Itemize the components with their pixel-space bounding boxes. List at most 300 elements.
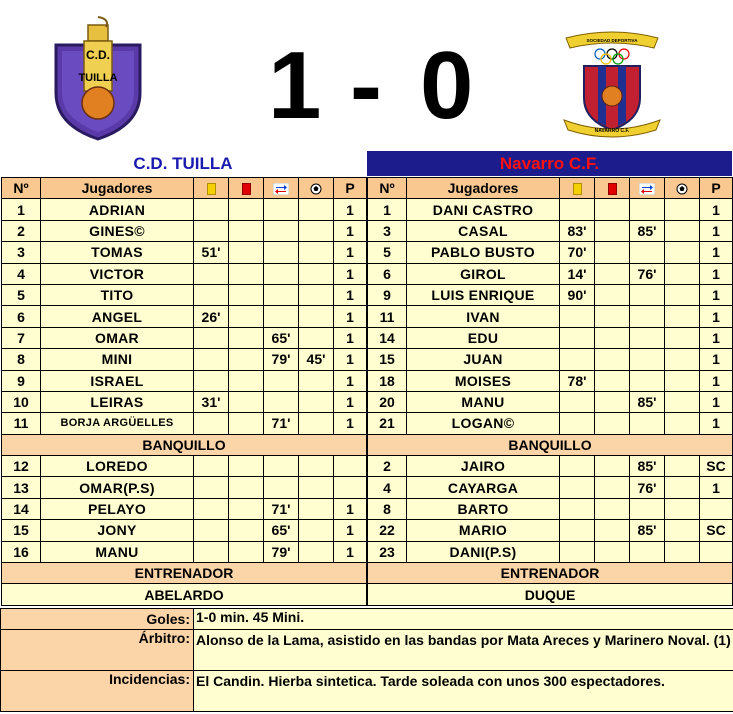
goal-minute [299, 520, 334, 541]
player-name: ANGEL [41, 306, 194, 327]
player-number: 11 [2, 413, 41, 434]
home-team-logo [48, 15, 148, 141]
away-team-name: Navarro C.F. [367, 151, 732, 176]
yellow-card-minute [194, 199, 229, 220]
substitution-minute: 85' [630, 391, 665, 412]
played-value [700, 541, 733, 562]
substitution-minute [264, 284, 299, 305]
yellow-card-minute: 70' [560, 242, 595, 263]
player-name: CASAL [407, 220, 560, 241]
player-number: 14 [2, 498, 41, 519]
goal-minute [665, 349, 700, 370]
header-goal [299, 178, 334, 199]
header-red [229, 178, 264, 199]
player-number: 10 [2, 391, 41, 412]
goal-minute [665, 391, 700, 412]
header-goal [665, 178, 700, 199]
played-value: 1 [700, 349, 733, 370]
played-value: 1 [334, 263, 367, 284]
player-number: 1 [2, 199, 41, 220]
played-value: 1 [334, 498, 367, 519]
goal-minute [299, 370, 334, 391]
header-yellow [194, 178, 229, 199]
red-card-minute [595, 413, 630, 434]
player-row [368, 391, 733, 412]
red-card-minute [229, 220, 264, 241]
substitution-icon [273, 183, 289, 195]
player-row [368, 498, 733, 519]
player-name: GINES© [41, 220, 194, 241]
yellow-card-minute: 14' [560, 263, 595, 284]
player-name: CAYARGA [407, 477, 560, 498]
yellow-card-minute [194, 520, 229, 541]
header-players: Jugadores [41, 178, 194, 199]
substitution-minute [630, 284, 665, 305]
substitution-minute [630, 242, 665, 263]
red-card-minute [229, 199, 264, 220]
player-row [368, 541, 733, 562]
substitution-icon [639, 183, 655, 195]
player-row [2, 477, 367, 498]
goal-minute [299, 242, 334, 263]
referee-value: Alonso de la Lama, asistido en las bandas por Mata Areces y Marinero Noval. (1) [194, 630, 733, 671]
player-row [2, 263, 367, 284]
red-card-minute [229, 498, 264, 519]
substitution-minute: 79' [264, 349, 299, 370]
player-number: 11 [368, 306, 407, 327]
yellow-card-minute [194, 541, 229, 562]
player-row [2, 370, 367, 391]
substitution-minute [630, 498, 665, 519]
played-value: 1 [334, 370, 367, 391]
player-number: 4 [2, 263, 41, 284]
yellow-card-minute: 51' [194, 242, 229, 263]
yellow-card-minute [560, 306, 595, 327]
goal-minute [665, 220, 700, 241]
away-score: 0 [420, 32, 474, 139]
player-number: 6 [368, 263, 407, 284]
player-number: 1 [368, 199, 407, 220]
player-name: LOGAN© [407, 413, 560, 434]
yellow-card-minute: 26' [194, 306, 229, 327]
player-row [368, 477, 733, 498]
svg-text:NAVARRO C.F.: NAVARRO C.F. [594, 128, 630, 134]
player-number: 15 [368, 349, 407, 370]
yellow-card-icon [207, 183, 216, 195]
player-row [2, 242, 367, 263]
player-name: DANI CASTRO [407, 199, 560, 220]
player-number: 13 [2, 477, 41, 498]
player-number: 23 [368, 541, 407, 562]
substitution-minute [630, 349, 665, 370]
red-card-minute [595, 349, 630, 370]
home-score: 1 [268, 32, 322, 139]
header-sub [630, 178, 665, 199]
red-card-minute [229, 413, 264, 434]
red-card-minute [229, 541, 264, 562]
player-row [368, 306, 733, 327]
red-card-minute [595, 456, 630, 477]
played-value: 1 [334, 413, 367, 434]
yellow-card-minute [194, 220, 229, 241]
player-row [368, 520, 733, 541]
player-number: 4 [368, 477, 407, 498]
played-value [334, 456, 367, 477]
substitution-minute [630, 199, 665, 220]
player-row [2, 413, 367, 434]
red-card-minute [595, 284, 630, 305]
red-card-minute [595, 220, 630, 241]
red-card-minute [595, 391, 630, 412]
header-number: Nº [368, 178, 407, 199]
home-lineup-table [1, 177, 367, 606]
coach-name: ABELARDO [2, 584, 367, 605]
yellow-card-minute [194, 327, 229, 348]
red-card-minute [229, 477, 264, 498]
player-number: 18 [368, 370, 407, 391]
incidents-value: El Candin. Hierba sintetica. Tarde soleada con unos 300 espectadores. [194, 671, 733, 712]
header-played: P [700, 178, 733, 199]
player-row [2, 327, 367, 348]
player-number: 14 [368, 327, 407, 348]
player-row [368, 327, 733, 348]
player-name: MANU [41, 541, 194, 562]
played-value: SC [700, 520, 733, 541]
svg-text:SOCIEDAD DEPORTIVA: SOCIEDAD DEPORTIVA [586, 38, 638, 43]
match-header [0, 0, 733, 150]
header-red [595, 178, 630, 199]
match-info [0, 608, 733, 712]
player-number: 7 [2, 327, 41, 348]
player-name: PELAYO [41, 498, 194, 519]
played-value: 1 [700, 242, 733, 263]
substitution-minute: 71' [264, 413, 299, 434]
goal-minute [665, 370, 700, 391]
player-name: ISRAEL [41, 370, 194, 391]
player-row [2, 498, 367, 519]
away-lineup-table [367, 177, 733, 606]
played-value: 1 [334, 306, 367, 327]
played-value: 1 [334, 199, 367, 220]
played-value: 1 [334, 391, 367, 412]
yellow-card-minute [560, 413, 595, 434]
substitution-minute [264, 391, 299, 412]
substitution-minute: 76' [630, 477, 665, 498]
substitution-minute [264, 456, 299, 477]
player-name: BORJA ARGÜELLES [41, 413, 194, 434]
played-value: 1 [334, 349, 367, 370]
yellow-card-minute [194, 284, 229, 305]
player-row [2, 199, 367, 220]
goal-minute: 45' [299, 349, 334, 370]
yellow-card-minute [560, 327, 595, 348]
score-separator: - [350, 32, 382, 139]
player-name: LOREDO [41, 456, 194, 477]
substitution-minute: 76' [630, 263, 665, 284]
substitution-minute [630, 541, 665, 562]
goal-minute [665, 327, 700, 348]
player-name: OMAR(P.S) [41, 477, 194, 498]
header-played: P [334, 178, 367, 199]
player-number: 8 [2, 349, 41, 370]
player-row [2, 391, 367, 412]
yellow-card-minute [194, 498, 229, 519]
yellow-card-minute [560, 477, 595, 498]
substitution-minute [630, 327, 665, 348]
header-sub [264, 178, 299, 199]
svg-text:TUILLA: TUILLA [78, 72, 118, 84]
header-players: Jugadores [407, 178, 560, 199]
player-name: MINI [41, 349, 194, 370]
player-number: 6 [2, 306, 41, 327]
played-value: 1 [700, 477, 733, 498]
goal-minute [665, 306, 700, 327]
red-card-minute [229, 242, 264, 263]
goal-minute [299, 456, 334, 477]
substitution-minute [630, 306, 665, 327]
red-card-minute [595, 199, 630, 220]
goal-minute [299, 284, 334, 305]
yellow-card-minute [194, 263, 229, 284]
player-number: 15 [2, 520, 41, 541]
yellow-card-minute [560, 199, 595, 220]
player-number: 5 [2, 284, 41, 305]
yellow-card-minute [194, 349, 229, 370]
player-name: JUAN [407, 349, 560, 370]
yellow-card-minute [194, 477, 229, 498]
played-value [334, 477, 367, 498]
played-value: 1 [700, 327, 733, 348]
player-row [368, 284, 733, 305]
played-value: 1 [700, 391, 733, 412]
red-card-minute [595, 306, 630, 327]
player-name: MARIO [407, 520, 560, 541]
red-card-minute [595, 520, 630, 541]
played-value: 1 [700, 199, 733, 220]
yellow-card-minute [560, 520, 595, 541]
played-value: 1 [700, 284, 733, 305]
goal-minute [299, 498, 334, 519]
coach-name: DUQUE [368, 584, 733, 605]
played-value: SC [700, 456, 733, 477]
bench-header-row [368, 434, 733, 455]
ball-icon [310, 183, 322, 195]
coach-row [368, 584, 733, 605]
yellow-card-minute [560, 541, 595, 562]
ball-icon [676, 183, 688, 195]
played-value: 1 [334, 220, 367, 241]
goal-minute [299, 541, 334, 562]
red-card-minute [595, 477, 630, 498]
player-name: LUIS ENRIQUE [407, 284, 560, 305]
table-header-row [368, 178, 733, 199]
player-name: VICTOR [41, 263, 194, 284]
coach-row [2, 584, 367, 605]
played-value: 1 [334, 284, 367, 305]
goal-minute [299, 199, 334, 220]
goal-minute [665, 263, 700, 284]
substitution-minute: 85' [630, 456, 665, 477]
coach-header-row [2, 563, 367, 584]
substitution-minute [264, 306, 299, 327]
player-row [368, 413, 733, 434]
yellow-card-icon [573, 183, 582, 195]
player-number: 16 [2, 541, 41, 562]
goal-minute [665, 541, 700, 562]
player-row [368, 199, 733, 220]
player-name: MANU [407, 391, 560, 412]
goal-minute [299, 263, 334, 284]
substitution-minute: 85' [630, 520, 665, 541]
player-name: JONY [41, 520, 194, 541]
yellow-card-minute: 78' [560, 370, 595, 391]
yellow-card-minute [560, 456, 595, 477]
player-row [2, 284, 367, 305]
player-number: 3 [2, 242, 41, 263]
goal-minute [299, 306, 334, 327]
player-number: 8 [368, 498, 407, 519]
substitution-minute [264, 220, 299, 241]
substitution-minute: 71' [264, 498, 299, 519]
yellow-card-minute: 31' [194, 391, 229, 412]
substitution-minute [264, 263, 299, 284]
player-row [368, 349, 733, 370]
player-name: LEIRAS [41, 391, 194, 412]
red-card-minute [595, 370, 630, 391]
played-value [700, 498, 733, 519]
yellow-card-minute [194, 456, 229, 477]
player-number: 2 [368, 456, 407, 477]
header-yellow [560, 178, 595, 199]
red-card-minute [595, 498, 630, 519]
red-card-minute [229, 520, 264, 541]
substitution-minute [264, 199, 299, 220]
player-row [368, 242, 733, 263]
player-number: 9 [2, 370, 41, 391]
substitution-minute: 79' [264, 541, 299, 562]
coach-label: ENTRENADOR [2, 563, 367, 584]
yellow-card-minute [560, 349, 595, 370]
player-row [2, 349, 367, 370]
bench-label: BANQUILLO [2, 434, 367, 455]
player-row [368, 263, 733, 284]
substitution-minute [264, 242, 299, 263]
player-row [2, 456, 367, 477]
played-value: 1 [700, 263, 733, 284]
player-name: MOISES [407, 370, 560, 391]
played-value: 1 [334, 242, 367, 263]
player-name: OMAR [41, 327, 194, 348]
player-name: EDU [407, 327, 560, 348]
red-card-icon [608, 183, 617, 195]
played-value: 1 [700, 220, 733, 241]
player-row [2, 541, 367, 562]
home-team-name: C.D. TUILLA [133, 154, 233, 173]
player-row [2, 306, 367, 327]
player-number: 12 [2, 456, 41, 477]
red-card-minute [229, 456, 264, 477]
substitution-minute: 65' [264, 327, 299, 348]
player-number: 21 [368, 413, 407, 434]
player-number: 20 [368, 391, 407, 412]
goal-minute [665, 520, 700, 541]
yellow-card-minute [194, 370, 229, 391]
yellow-card-minute: 83' [560, 220, 595, 241]
red-card-minute [229, 391, 264, 412]
red-card-icon [242, 183, 251, 195]
svg-text:C.D.: C.D. [86, 48, 110, 62]
goals-label: Goles: [1, 609, 194, 630]
player-name: TOMAS [41, 242, 194, 263]
goal-minute [665, 284, 700, 305]
goal-minute [665, 477, 700, 498]
player-row [368, 220, 733, 241]
yellow-card-minute [560, 391, 595, 412]
red-card-minute [229, 327, 264, 348]
player-name: ADRIAN [41, 199, 194, 220]
header-number: Nº [2, 178, 41, 199]
player-row [368, 370, 733, 391]
substitution-minute [630, 370, 665, 391]
yellow-card-minute: 90' [560, 284, 595, 305]
player-name: GIROL [407, 263, 560, 284]
player-row [2, 520, 367, 541]
player-number: 2 [2, 220, 41, 241]
substitution-minute: 85' [630, 220, 665, 241]
red-card-minute [595, 242, 630, 263]
goal-minute [299, 220, 334, 241]
player-name: IVAN [407, 306, 560, 327]
player-name: PABLO BUSTO [407, 242, 560, 263]
red-card-minute [595, 541, 630, 562]
red-card-minute [229, 263, 264, 284]
goal-minute [299, 477, 334, 498]
goals-value: 1-0 min. 45 Mini. [194, 609, 733, 630]
away-team-logo [562, 24, 662, 140]
red-card-minute [595, 263, 630, 284]
player-number: 9 [368, 284, 407, 305]
played-value: 1 [700, 413, 733, 434]
played-value: 1 [334, 541, 367, 562]
player-name: BARTO [407, 498, 560, 519]
red-card-minute [229, 284, 264, 305]
red-card-minute [595, 327, 630, 348]
incidents-label: Incidencias: [1, 671, 194, 712]
player-name: DANI(P.S) [407, 541, 560, 562]
goal-minute [665, 413, 700, 434]
player-number: 5 [368, 242, 407, 263]
goal-minute [665, 498, 700, 519]
player-number: 22 [368, 520, 407, 541]
player-number: 3 [368, 220, 407, 241]
substitution-minute [630, 413, 665, 434]
yellow-card-minute [194, 413, 229, 434]
red-card-minute [229, 349, 264, 370]
player-name: TITO [41, 284, 194, 305]
bench-header-row [2, 434, 367, 455]
player-row [368, 456, 733, 477]
played-value: 1 [700, 306, 733, 327]
goal-minute [665, 199, 700, 220]
referee-label: Árbitro: [1, 630, 194, 671]
coach-header-row [368, 563, 733, 584]
substitution-minute [264, 370, 299, 391]
player-name: JAIRO [407, 456, 560, 477]
red-card-minute [229, 306, 264, 327]
table-header-row [2, 178, 367, 199]
red-card-minute [229, 370, 264, 391]
goal-minute [299, 413, 334, 434]
